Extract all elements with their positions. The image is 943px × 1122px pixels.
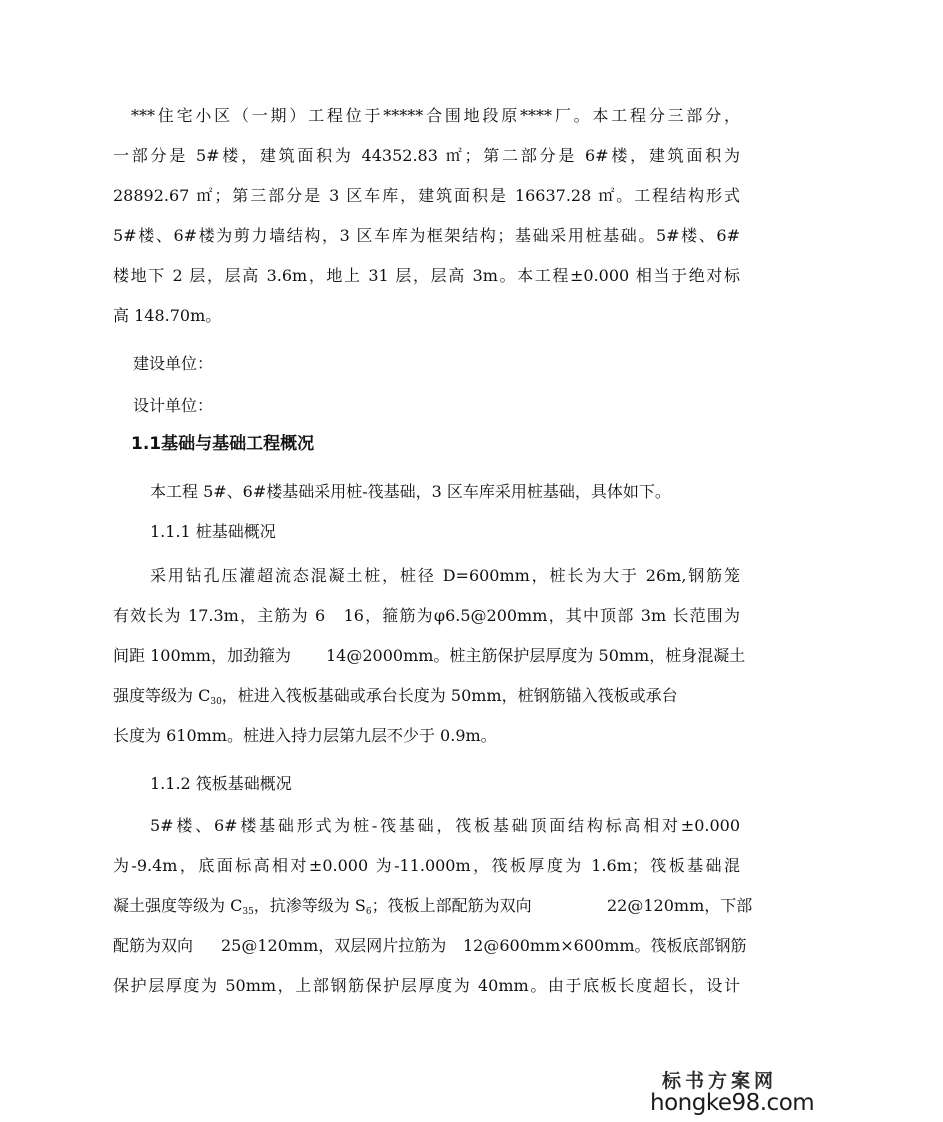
raft-line-4-part-b: 25@120mm，双层网片拉筋为 [221,936,447,955]
pile-line-3-part-b: 14@2000mm。桩主筋保护层厚度为 50mm，桩身混凝土 [326,646,746,665]
raft-line-4 [113,934,747,958]
watermark-title: 标书方案网 [662,1070,778,1092]
subsection-heading-1-1-1: 1.1.1 桩基础概况 [150,522,276,541]
pile-line-3 [113,644,746,668]
raft-line-3-text-c: ；筏板上部配筋为双向 [371,896,532,915]
subsection-heading-1-1-2: 1.1.2 筏板基础概况 [150,774,292,793]
pile-line-4 [113,684,740,708]
section-heading-1-1: 1.1基础与基础工程概况 [131,434,315,454]
pile-line-4-part-b: ，桩进入筏板基础或承台长度为 50mm，桩钢筋锚入筏板或承台 [221,686,678,705]
raft-line-3-part-d: 22@120mm，下部 [607,896,753,915]
design-unit-label: 设计单位： [133,396,214,415]
raft-line-4-part-c: 12@600mm×600mm。筏板底部钢筋 [463,936,747,955]
concrete-grade-subscript-c30: 30 [210,697,222,707]
raft-line-3-part-a [113,894,532,924]
intro-line-2: 一部分是 5#楼，建筑面积为 44352.83 ㎡；第二部分是 6#楼，建筑面积为 [113,146,740,165]
watermark-url: hongke98.com [650,1090,815,1116]
intro-line-4: 5#楼、6#楼为剪力墙结构，3 区车库为框架结构；基础采用桩基础。5#楼、6# [113,226,740,245]
pile-line-4-part-a: 强度等级为 C [113,686,211,705]
raft-line-2: 为-9.4m，底面标高相对±0.000 为-11.000m，筏板厚度为 1.6m；筏板基础混 [113,856,740,875]
construction-unit-label: 建设单位： [133,354,214,373]
impermeability-subscript-s6: 6 [365,907,372,917]
concrete-grade-subscript-c35: 35 [242,907,254,917]
intro-line-5: 楼地下 2 层，层高 3.6m，地上 31 层，层高 3m。本工程±0.000 相当于绝对标 [113,266,740,285]
raft-line-5: 保护层厚度为 50mm，上部钢筋保护层厚度为 40mm。由于底板长度超长，设计 [113,976,740,995]
section-1-1-intro: 本工程 5#、6#楼基础采用桩-筏基础，3 区车库采用桩基础，具体如下。 [150,482,671,501]
pile-line-5: 长度为 610mm。桩进入持力层第九层不少于 0.9m。 [113,726,497,745]
pile-line-2: 有效长为 17.3m，主筋为 6 16，箍筋为φ6.5@200mm，其中顶部 3m 长范围为 [113,606,740,625]
site-watermark [650,1062,815,1122]
pile-line-1: 采用钻孔压灌超流态混凝土桩，桩径 D=600mm，桩长为大于 26m,钢筋笼 [150,566,740,585]
intro-line-6: 高 148.70m。 [113,306,222,325]
raft-line-4-part-a: 配筋为双向 [113,936,194,955]
raft-line-1: 5#楼、6#楼基础形式为桩-筏基础，筏板基础顶面结构标高相对±0.000 [150,816,740,835]
raft-line-3-text-a: 凝土强度等级为 C [113,896,243,915]
pile-line-3-part-a: 间距 100mm，加劲箍为 [113,646,291,665]
raft-line-3-text-b: ，抗渗等级为 S [253,896,366,915]
raft-line-3 [113,894,753,918]
intro-line-1: ***住宅小区（一期）工程位于*****合围地段原****厂。本工程分三部分， [131,106,740,125]
intro-line-3: 28892.67 ㎡；第三部分是 3 区车库，建筑面积是 16637.28 ㎡。工程结构形式 [113,186,740,205]
